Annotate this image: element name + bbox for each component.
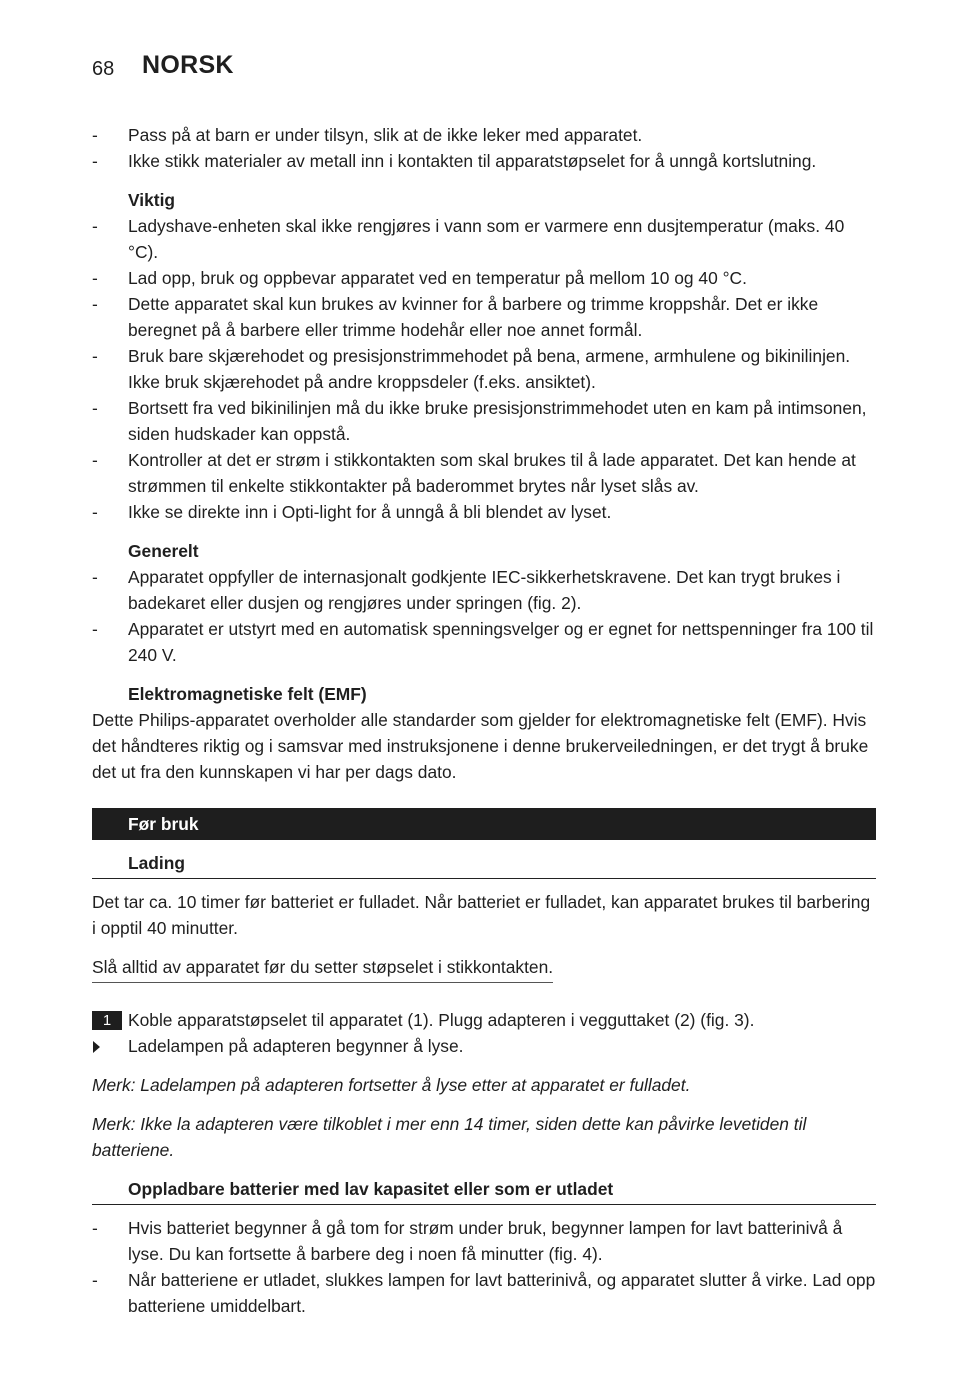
page-number: 68 [92,58,115,80]
batteries-list [92,1215,876,1319]
list-item: - Dette apparatet skal kun brukes av kvinner for å barbere og trimme kroppshår. Det er ikke beregnet på å barbere eller trimme hodehår eller noe annet formål. [92,291,876,343]
list-item: - Apparatet oppfyller de internasjonalt godkjente IEC-sikkerhetskravene. Det kan trygt brukes i badekaret eller dusjen og rengjøres under springen (fig. 2). [92,564,876,616]
result-text: Ladelampen på adapteren begynner å lyse. [128,1036,464,1056]
section-title-for-bruk: Før bruk [92,808,876,840]
viktig-list [92,213,876,525]
emf-paragraph: Dette Philips-apparatet overholder alle standarder som gjelder for elektromagnetiske felt (EMF). Hvis det håndteres riktig og i samsvar med instruksjonene i denne brukerveiledningen, er det trygt å bruke det ut fra den kunnskapen vi har per dags dato. [92,710,869,782]
batteries-heading: Oppladbare batterier med lav kapasitet eller som er utladet [92,1176,876,1205]
list-item: - Hvis batteriet begynner å gå tom for strøm under bruk, begynner lampen for lavt batterinivå å lyse. Du kan fortsette å barbere deg i noen få minutter (fig. 4). [92,1215,876,1267]
lading-paragraph: Det tar ca. 10 timer før batteriet er fulladet. Når batteriet er fulladet, kan apparatet brukes til barbering i opptil 40 minutter. [92,892,871,938]
list-item: - Lad opp, bruk og oppbevar apparatet ved en temperatur på mellom 10 og 40 °C. [92,265,876,291]
viktig-heading: Viktig [128,190,176,210]
result-arrow-icon [93,1041,100,1053]
lading-heading: Lading [92,850,876,879]
emf-heading: Elektromagnetiske felt (EMF) [128,684,367,704]
list-item: - Når batteriene er utladet, slukkes lampen for lavt batterinivå, og apparatet slutter å virke. Lad opp batteriene umiddelbart. [92,1267,876,1319]
step-text: Koble apparatstøpselet til apparatet (1). Plugg adapteren i vegguttaket (2) (fig. 3). [128,1010,755,1030]
list-item: - Pass på at barn er under tilsyn, slik at de ikke leker med apparatet. [92,122,876,148]
step-1 [92,1007,876,1033]
page-language-title: NORSK [142,51,234,79]
warning-text: Slå alltid av apparatet før du setter støpselet i stikkontakten. [92,954,553,983]
list-item: - Ikke se direkte inn i Opti-light for å unngå å bli blendet av lyset. [92,499,876,525]
step-result [92,1033,876,1059]
note-1: Merk: Ladelampen på adapteren fortsetter å lyse etter at apparatet er fulladet. [92,1075,691,1095]
page-content [92,122,876,1319]
note-2: Merk: Ikke la adapteren være tilkoblet i mer enn 14 timer, siden dette kan påvirke levetiden til batteriene. [92,1114,807,1160]
list-item: - Apparatet er utstyrt med en automatisk spenningsvelger og er egnet for nettspenninger fra 100 til 240 V. [92,616,876,668]
list-item: - Ikke stikk materialer av metall inn i kontakten til apparatstøpselet for å unngå kortslutning. [92,148,876,174]
generelt-heading: Generelt [128,541,199,561]
generelt-list [92,564,876,668]
list-item: - Ladyshave-enheten skal ikke rengjøres i vann som er varmere enn dusjtemperatur (maks. 40 °C). [92,213,876,265]
step-number-badge: 1 [92,1011,122,1030]
list-item: - Bortsett fra ved bikinilinjen må du ikke bruke presisjonstrimmehodet uten en kam på intimsonen, siden hudskader kan oppstå. [92,395,876,447]
intro-list [92,122,876,174]
list-item: - Kontroller at det er strøm i stikkontakten som skal brukes til å lade apparatet. Det kan hende at strømmen til enkelte stikkontakter på baderommet brytes når lyset slås av. [92,447,876,499]
list-item: - Bruk bare skjærehodet og presisjonstrimmehodet på bena, armene, armhulene og bikinilinjen. Ikke bruk skjærehodet på andre kroppsdeler (f.eks. ansiktet). [92,343,876,395]
